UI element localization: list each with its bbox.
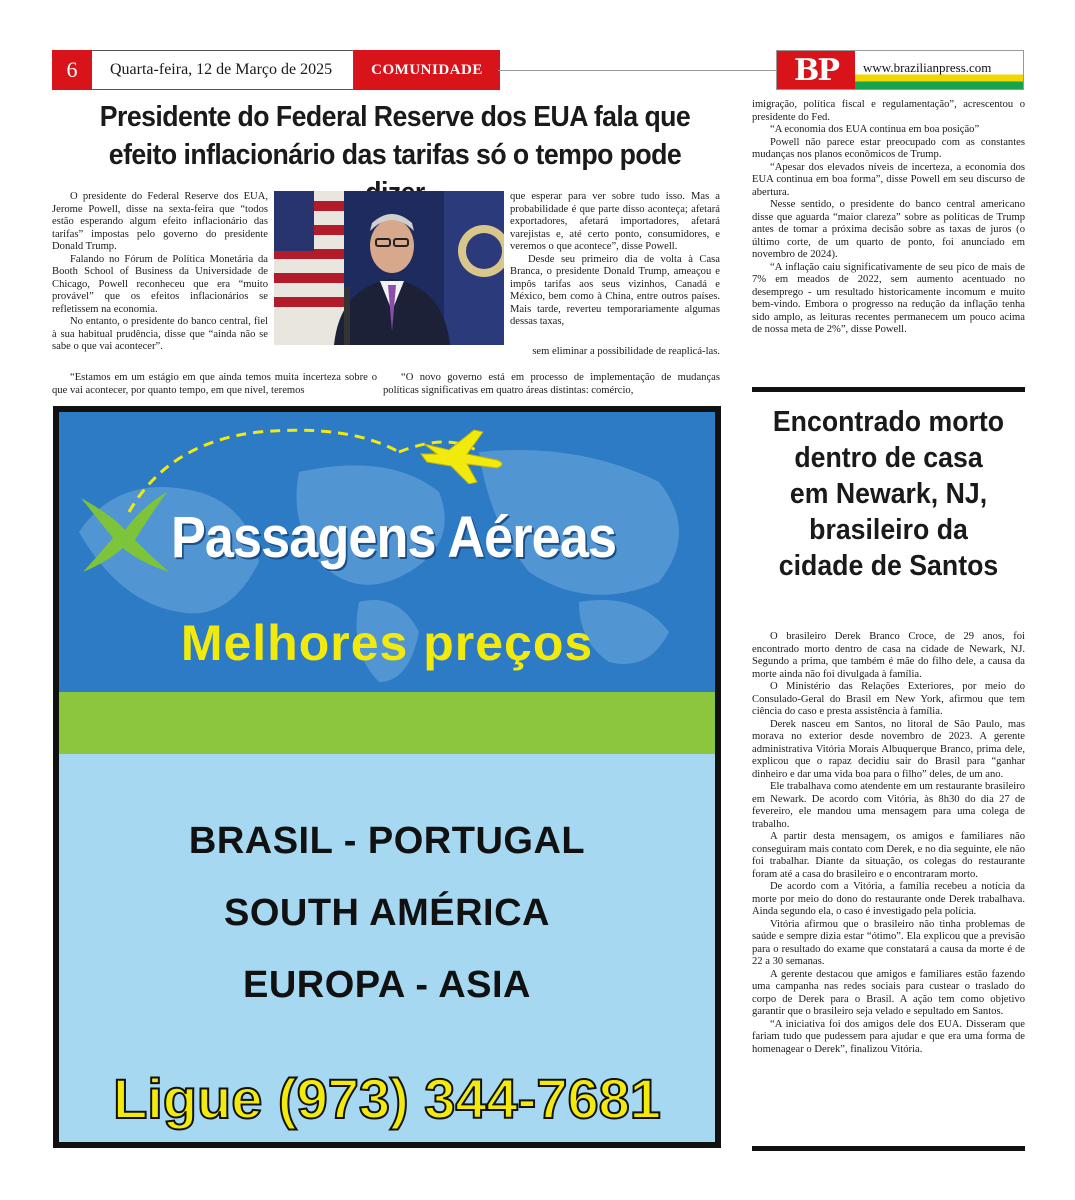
paragraph: “Apesar dos elevados níveis de incerteza, a economia dos EUA continua em boa forma”, disse Powell em seu discurso de abertura. — [752, 161, 1025, 198]
powell-photo — [274, 191, 504, 345]
paragraph: A partir desta mensagem, os amigos e familiares não conseguiram mais contato com Derek, e no dia seguinte, ele não foi trabalhar. Diante da situação, os colegas do restaurante foram até a casa do brasileiro e o encontraram morto. — [752, 831, 1025, 880]
article-column — [52, 191, 268, 354]
article-column — [752, 99, 1025, 337]
headline-line: dentro de casa — [794, 442, 983, 474]
paragraph: sem eliminar a possibilidade de reaplicá-las. — [532, 346, 720, 357]
photo-illustration — [274, 191, 504, 345]
travel-advertisement[interactable] — [53, 406, 721, 1148]
column-rule — [752, 1146, 1025, 1151]
column-rule — [752, 387, 1025, 392]
ad-subtitle: Melhores preços — [180, 615, 594, 671]
headline-line: Presidente do Federal Reserve dos EUA fala que — [99, 101, 691, 133]
article-column — [510, 191, 720, 329]
ad-destination: BRASIL - PORTUGAL — [188, 820, 586, 862]
ad-green-band — [59, 692, 715, 754]
paragraph: que esperar para ver sobre tudo isso. Mas a probabilidade é que parte disso aconteça; afetará exportadores, afetará importadores, afetará varejistas e, até certo ponto, consumidores, e veremos o que acontece”, disse Powell. — [510, 191, 720, 252]
article-column — [752, 631, 1025, 1056]
paragraph: O presidente do Federal Reserve dos EUA, Jerome Powell, disse na sexta-feira que “todos estão esperando algum efeito inflacionário das tarifas” impostas pelo governo do presidente Donald Trump. — [52, 191, 268, 252]
issue-date: Quarta-feira, 12 de Março de 2025 — [92, 50, 354, 90]
brand-logo[interactable] — [776, 50, 1024, 90]
paragraph: “A inflação caiu significativamente de seu pico de mais de 7% em meados de 2022, sem aumento acentuado no desemprego - um resultado historicamente incomum e muito bem-vindo. Embora o progresso na redução da inflação tenha sido amplo, as leituras recentes permanecem um pouco acima de nossa meta de 2%”, disse Powell. — [752, 261, 1025, 335]
paragraph: De acordo com a Vitória, a família recebeu a notícia da morte por meio do dono do restaurante onde Derek trabalhava. Ainda segundo ela, o caso é investigado pela polícia. — [752, 881, 1025, 917]
ad-destination: SOUTH AMÉRICA — [224, 892, 550, 934]
headline-line: cidade de Santos — [778, 550, 999, 582]
headline-line: Encontrado morto — [772, 406, 1005, 438]
ad-destination: EUROPA - ASIA — [243, 964, 531, 1006]
page-number: 6 — [52, 50, 92, 90]
ad-phone-number[interactable]: Ligue (973) 344-7681 — [113, 1067, 661, 1130]
paragraph: Falando no Fórum de Política Monetária da Booth School of Business da Universidade de Chicago, Powell reconheceu que era “muito provável” que os efeitos inflacionários se refletissem na economia. — [52, 253, 268, 315]
ad-title: Passagens Aéreas — [171, 505, 617, 570]
paragraph: imigração, política fiscal e regulamentação”, acrescentou o presidente do Fed. — [752, 99, 1025, 123]
paragraph: “Estamos em um estágio em que ainda temos muita incerteza sobre o que vai acontecer, por quanto tempo, em que nível, teremos — [52, 372, 377, 396]
x-mark-icon — [73, 486, 173, 576]
subheading: “A economia dos EUA continua em boa posição” — [770, 124, 980, 135]
article-headline — [763, 404, 1014, 584]
paragraph: A gerente destacou que amigos e familiares estão fazendo uma campanha nas redes sociais para custear o traslado do corpo de Derek para o Brasil. A ação tem como objetivo garantir que o brasileiro seja velado e sepultado em Santos. — [752, 968, 1025, 1017]
paragraph: “O novo governo está em processo de implementação de mudanças políticas significativas em quatro áreas distintas: comércio, — [383, 372, 720, 396]
paragraph: No entanto, o presidente do banco central, fiel à sua habitual prudência, disse que “ainda não se sabe o que vai acontecer”. — [52, 316, 268, 352]
headline-line: brasileiro da — [809, 514, 968, 546]
paragraph: Powell não parece estar preocupado com as constantes mudanças nos planos econômicos de Trump. — [752, 136, 1025, 160]
paragraph: O brasileiro Derek Branco Croce, de 29 anos, foi encontrado morto dentro de casa na cidade de Newark, NJ. Segundo a prima, que também é mãe do filho dele, a causa da morte ainda não foi divulgada à família. — [752, 631, 1025, 680]
paragraph: O Ministério das Relações Exteriores, por meio do Consulado-Geral do Brasil em New York, afirmou que tem ciência do caso e presta assistência à família. — [752, 681, 1025, 717]
site-url-link[interactable]: www.brazilianpress.com — [855, 51, 1023, 89]
page-header — [52, 50, 500, 90]
headline-line: em Newark, NJ, — [789, 478, 988, 510]
airplane-icon — [419, 424, 509, 484]
paragraph: Ele trabalhava como atendente em um restaurante brasileiro em Newark. De acordo com Vitória, às 8h30 do dia 27 de fevereiro, ele mandou uma mensagem para uma colega de trabalho. — [752, 781, 1025, 830]
article-column — [52, 372, 377, 397]
headline-line: efeito inflacionário das tarifas só o tempo pode — [108, 139, 682, 171]
paragraph: Vitória afirmou que o brasileiro não tinha problemas de saúde e sempre dizia estar “ótimo”. Ela explicou que a previsão para o resultado do exame que constatará a causa da morte é de 22 a 30 semanas. — [752, 918, 1025, 967]
header-divider — [498, 70, 776, 71]
logo-mark: BP — [777, 51, 855, 89]
section-label: COMUNIDADE — [354, 50, 500, 90]
paragraph: Derek nasceu em Santos, no litoral de São Paulo, mas morava no exterior desde novembro de 2023. A gerente administrativa Vitória Morais Albuquerque Branco, prima dele, explicou que o rapaz decidiu sair do Brasil para “ganhar dinheiro e dar uma vida boa para o filho” deles, de um ano. — [752, 718, 1025, 780]
paragraph: Desde seu primeiro dia de volta à Casa Branca, o presidente Donald Trump, ameaçou e impôs tarifas aos seus vizinhos, Canadá e México, bem como à China, entre outros países. Mais tarde, reverteu temporariamente algumas dessas taxas, — [510, 253, 720, 327]
paragraph: “A iniciativa foi dos amigos dele dos EUA. Disseram que fariam tudo que pudessem para ajudar e que era uma forma de homenagear o Derek”, finalizou Vitória. — [752, 1018, 1025, 1055]
paragraph: Nesse sentido, o presidente do banco central americano disse que aguarda “maior clareza” sobre as políticas de Trump antes de tomar a próxima decisão sobre as taxas de juros (o último corte, de um quarto de ponto, foi anunciado em novembro de 2024). — [752, 199, 1025, 260]
article-column — [383, 372, 720, 397]
